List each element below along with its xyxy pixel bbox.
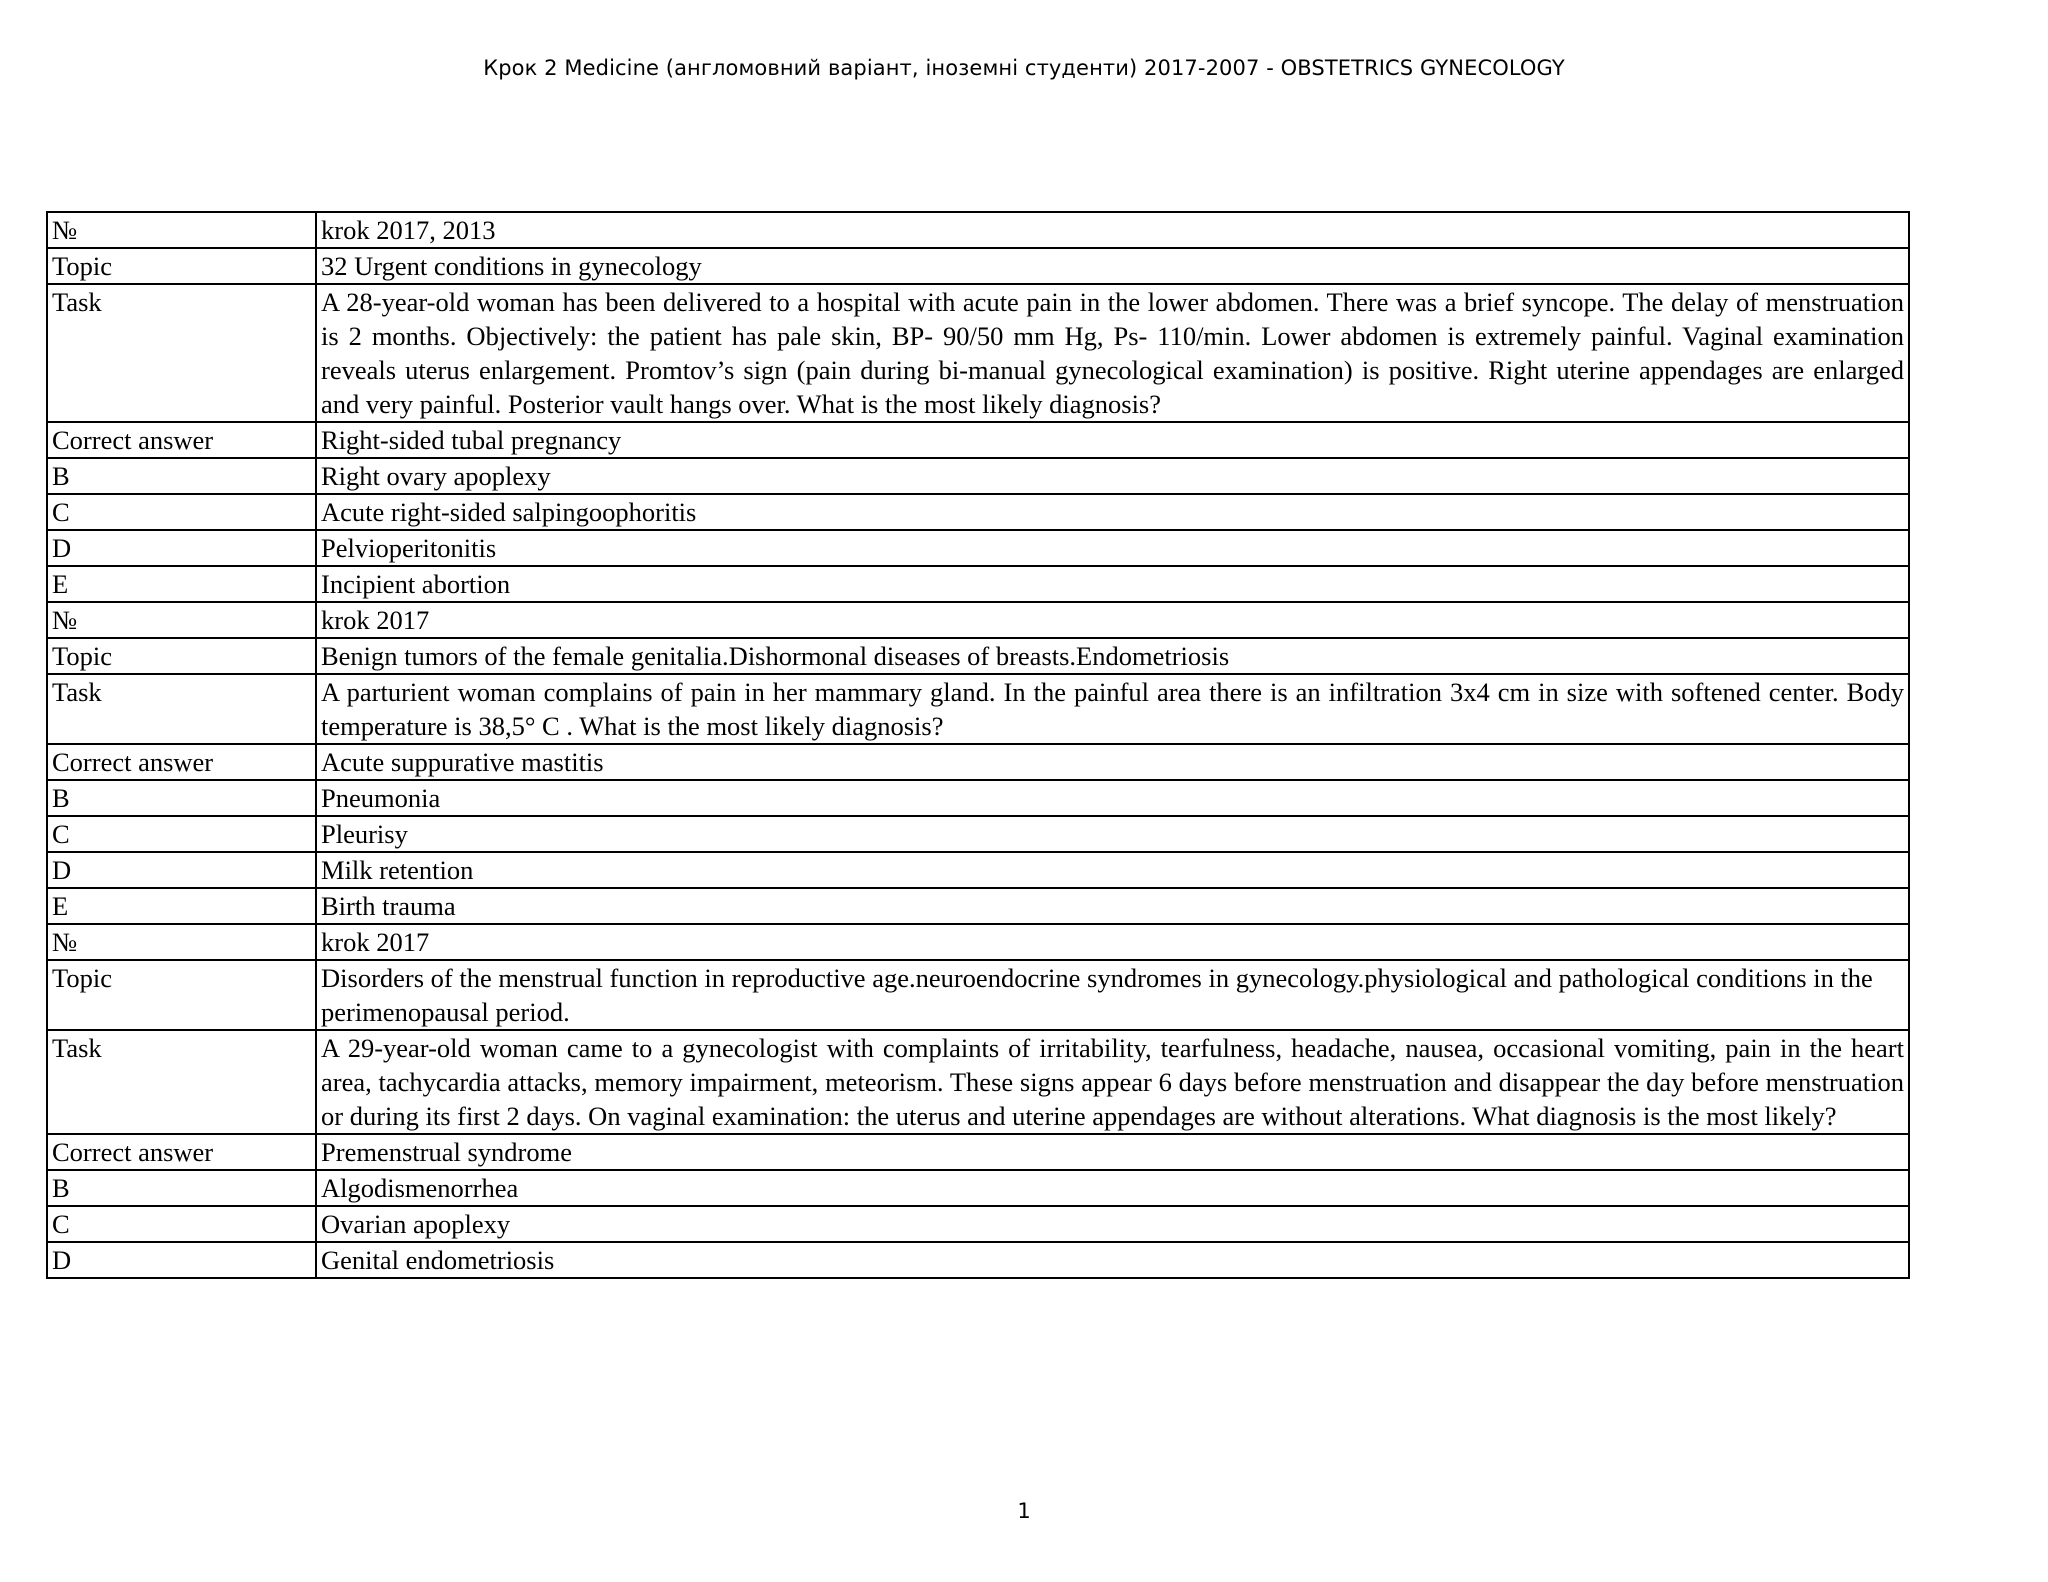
row-value-cell: Right-sided tubal pregnancy: [316, 422, 1909, 458]
row-value-cell: Pleurisy: [316, 816, 1909, 852]
table-row: [47, 248, 1909, 284]
row-label-cell: D: [47, 530, 316, 566]
row-value-cell: A parturient woman complains of pain in her mammary gland. In the painful area there is an infiltration 3x4 cm in size with softened center. Body temperature is 38,5° C . What is the most likely diagnosis?: [316, 674, 1909, 744]
row-label-cell: B: [47, 780, 316, 816]
table-row: [47, 674, 1909, 744]
row-value-cell: Acute suppurative mastitis: [316, 744, 1909, 780]
table-row: [47, 602, 1909, 638]
row-label-cell: Topic: [47, 248, 316, 284]
table-row: [47, 1030, 1909, 1134]
row-label-cell: №: [47, 212, 316, 248]
row-value-cell: krok 2017, 2013: [316, 212, 1909, 248]
row-value-cell: Incipient abortion: [316, 566, 1909, 602]
row-label-cell: Topic: [47, 638, 316, 674]
row-label-cell: B: [47, 1170, 316, 1206]
table-row: [47, 458, 1909, 494]
table-row: [47, 530, 1909, 566]
page-number: 1: [1017, 1499, 1031, 1523]
table-row: [47, 638, 1909, 674]
row-label-cell: №: [47, 924, 316, 960]
row-value-cell: Birth trauma: [316, 888, 1909, 924]
row-label-cell: D: [47, 852, 316, 888]
row-label-cell: Correct answer: [47, 422, 316, 458]
row-value-cell: krok 2017: [316, 924, 1909, 960]
row-value-cell: 32 Urgent conditions in gynecology: [316, 248, 1909, 284]
row-label-cell: C: [47, 1206, 316, 1242]
table-row: [47, 1242, 1909, 1278]
row-label-cell: E: [47, 566, 316, 602]
table-row: [47, 744, 1909, 780]
row-value-cell: Milk retention: [316, 852, 1909, 888]
row-label-cell: E: [47, 888, 316, 924]
table-row: [47, 422, 1909, 458]
row-label-cell: Correct answer: [47, 744, 316, 780]
row-label-cell: Task: [47, 1030, 316, 1134]
table-row: [47, 888, 1909, 924]
table-row: [47, 1170, 1909, 1206]
row-label-cell: Task: [47, 284, 316, 422]
row-value-cell: Benign tumors of the female genitalia.Dishormonal diseases of breasts.Endometriosis: [316, 638, 1909, 674]
row-value-cell: Disorders of the menstrual function in reproductive age.neuroendocrine syndromes in gynecology.physiological and pathological conditions in the perimenopausal period.: [316, 960, 1909, 1030]
row-label-cell: Task: [47, 674, 316, 744]
row-value-cell: krok 2017: [316, 602, 1909, 638]
table-row: [47, 1134, 1909, 1170]
table-row: [47, 284, 1909, 422]
questions-table: [46, 211, 1910, 1279]
row-value-cell: Genital endometriosis: [316, 1242, 1909, 1278]
row-label-cell: D: [47, 1242, 316, 1278]
row-label-cell: Correct answer: [47, 1134, 316, 1170]
table-row: [47, 212, 1909, 248]
row-value-cell: Pneumonia: [316, 780, 1909, 816]
row-value-cell: A 29-year-old woman came to a gynecologist with complaints of irritability, tearfulness, headache, nausea, occasional vomiting, pain in the heart area, tachycardia attacks, memory impairment, meteorism. These signs appear 6 days before menstruation and disappear the day before menstruation or during its first 2 days. On vaginal examination: the uterus and uterine appendages are without alterations. What diagnosis is the most likely?: [316, 1030, 1909, 1134]
table-row: [47, 566, 1909, 602]
row-value-cell: Premenstrual syndrome: [316, 1134, 1909, 1170]
table-row: [47, 494, 1909, 530]
page-header-title: Крок 2 Medicine (англомовний варіант, іноземні студенти) 2017-2007 - OBSTETRICS GYNECOLOGY: [483, 56, 1565, 80]
row-value-cell: A 28-year-old woman has been delivered to a hospital with acute pain in the lower abdomen. There was a brief syncope. The delay of menstruation is 2 months. Objectively: the patient has pale skin, BP- 90/50 mm Hg, Ps- 110/min. Lower abdomen is extremely painful. Vaginal examination reveals uterus enlargement. Promtov’s sign (pain during bi-manual gynecological examination) is positive. Right uterine appendages are enlarged and very painful. Posterior vault hangs over. What is the most likely diagnosis?: [316, 284, 1909, 422]
row-value-cell: Ovarian apoplexy: [316, 1206, 1909, 1242]
row-label-cell: №: [47, 602, 316, 638]
row-label-cell: Topic: [47, 960, 316, 1030]
row-value-cell: Algodismenorrhea: [316, 1170, 1909, 1206]
table-row: [47, 924, 1909, 960]
row-value-cell: Acute right-sided salpingoophoritis: [316, 494, 1909, 530]
table-row: [47, 1206, 1909, 1242]
table-row: [47, 780, 1909, 816]
row-value-cell: Right ovary apoplexy: [316, 458, 1909, 494]
row-label-cell: B: [47, 458, 316, 494]
questions-table-body: [47, 212, 1909, 1278]
table-row: [47, 816, 1909, 852]
row-label-cell: C: [47, 816, 316, 852]
table-row: [47, 960, 1909, 1030]
row-value-cell: Pelvioperitonitis: [316, 530, 1909, 566]
table-row: [47, 852, 1909, 888]
row-label-cell: C: [47, 494, 316, 530]
